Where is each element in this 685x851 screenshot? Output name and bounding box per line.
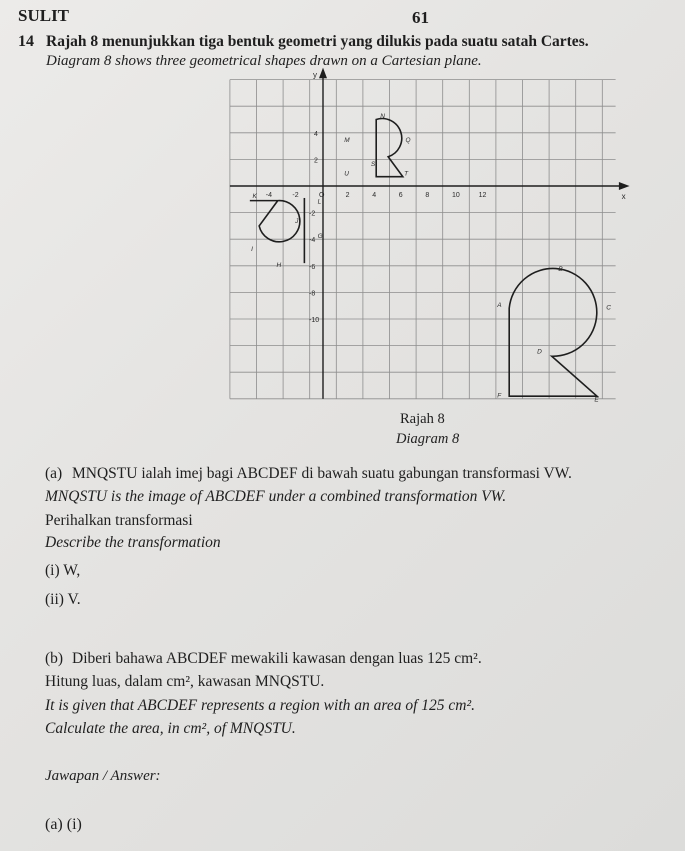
point-label-n: N (380, 113, 385, 121)
part-a-item-i: (i) W, (45, 562, 81, 579)
y-tick-label: 4 (314, 130, 318, 138)
point-label-c: C (606, 304, 611, 312)
part-a-text-en: MNQSTU is the image of ABCDEF under a combined transformation VW. (45, 488, 507, 505)
point-label-q: Q (405, 137, 411, 145)
x-tick-label: 6 (398, 192, 403, 199)
y-tick-label: -4 (309, 237, 316, 245)
point-label-s: S (370, 161, 376, 169)
point-label-d: D (537, 348, 542, 356)
point-label-h: H (276, 262, 282, 270)
y-tick-label: -2 (309, 210, 316, 218)
y-tick-label: -8 (309, 290, 316, 298)
point-labels (251, 113, 611, 403)
shape-ghijkl (250, 201, 300, 242)
x-tick-label: 4 (372, 192, 377, 199)
y-tick-label: -6 (309, 263, 316, 271)
axes (230, 70, 628, 399)
point-label-l: L (317, 198, 322, 206)
y-axis-label: y (313, 70, 317, 80)
x-axis-label: x (621, 192, 626, 201)
x-tick-label: -2 (292, 192, 299, 199)
point-label-m: M (344, 137, 350, 145)
part-a-item-ii: (ii) V. (45, 591, 81, 608)
part-b-text-en-1: It is given that ABCDEF represents a region with an area of 125 cm². (45, 697, 475, 714)
part-a-command-ms: Perihalkan transformasi (45, 512, 193, 529)
question-text-en: Diagram 8 shows three geometrical shapes drawn on a Cartesian plane. (46, 53, 482, 69)
y-tick-label: -10 (309, 317, 320, 324)
y-tick-label: 2 (314, 157, 318, 165)
geometric-shapes (250, 119, 597, 400)
point-label-e: E (594, 396, 599, 404)
question-text-ms: Rajah 8 menunjukkan tiga bentuk geometri yang dilukis pada suatu satah Cartes. (46, 33, 589, 50)
part-a-text-ms: MNQSTU ialah imej bagi ABCDEF di bawah suatu gabungan transformasi VW. (72, 465, 572, 482)
x-tick-label: 8 (425, 192, 430, 199)
point-label-b: B (558, 266, 563, 274)
point-label-a: A (497, 302, 502, 310)
page-number: 61 (412, 8, 429, 27)
part-b-text-ms-1: Diberi bahawa ABCDEF mewakili kawasan dengan luas 125 cm². (72, 650, 482, 667)
point-label-i: I (251, 246, 253, 254)
diagram-caption-ms: Rajah 8 (400, 411, 445, 427)
point-label-u: U (344, 170, 349, 178)
x-tick-label: -4 (265, 192, 273, 199)
part-b-label: (b) (45, 650, 64, 667)
x-axis-arrow (620, 183, 628, 189)
point-label-j: J (295, 218, 299, 226)
x-tick-label: O (319, 192, 325, 199)
header-sulit: SULIT (18, 6, 70, 25)
part-b-text-ms-2: Hitung luas, dalam cm², kawasan MNQSTU. (45, 673, 325, 690)
point-label-t: T (404, 170, 409, 178)
question-number: 14 (18, 33, 34, 50)
part-a-label: (a) (45, 465, 63, 482)
y-axis-arrow (320, 70, 326, 78)
point-label-k: K (252, 192, 257, 200)
x-tick-label: 2 (345, 192, 350, 199)
part-b-text-en-2: Calculate the area, in cm², of MNQSTU. (45, 720, 296, 737)
part-a-command-en: Describe the transformation (45, 534, 221, 551)
point-label-g: G (317, 232, 323, 240)
point-label-f: F (497, 392, 502, 400)
diagram-caption-en: Diagram 8 (396, 431, 460, 447)
x-tick-label: 12 (478, 192, 487, 199)
x-tick-label: 10 (452, 192, 460, 199)
answer-label: Jawapan / Answer: (45, 768, 161, 784)
answer-part-a-i: (a) (i) (45, 816, 82, 833)
